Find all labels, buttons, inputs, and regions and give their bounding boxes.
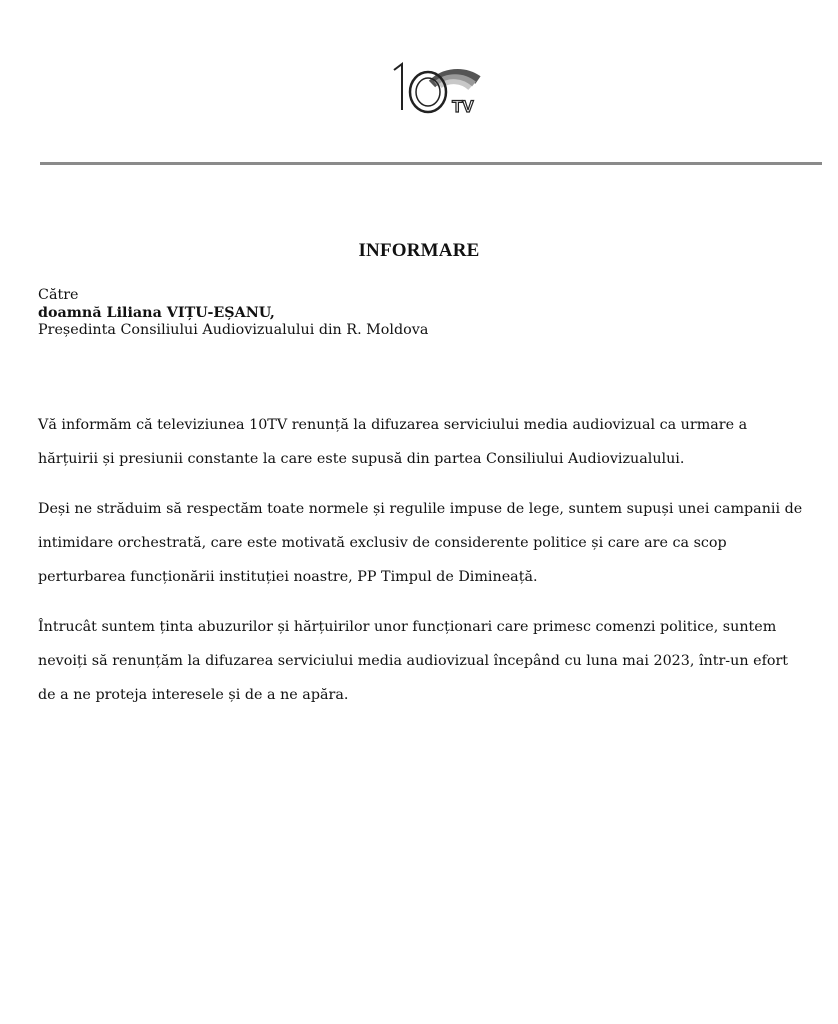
paragraph <box>38 408 828 476</box>
paragraph-line: hărțuirii și presiunii constante la care este supusă din partea Consiliului Audiovizualului. <box>38 451 685 467</box>
paragraph-line: Deși ne străduim să respectăm toate normele și regulile impuse de lege, suntem supuși unei campanii de <box>38 501 803 517</box>
logo-text <box>388 40 389 41</box>
paragraph <box>38 492 828 594</box>
recipient-role: Președinta Consiliului Audiovizualului din R. Moldova <box>38 322 429 338</box>
recipient-to: Către <box>38 287 79 303</box>
letter-body <box>38 408 828 728</box>
logo-tv-text: TV <box>452 97 474 116</box>
paragraph-line: nevoiți să renunțăm la difuzarea serviciului media audiovizual începând cu luna mai 2023, într-un efort <box>38 653 789 669</box>
recipient-name: doamnă Liliana VIȚU-EȘANU, <box>38 304 275 321</box>
10tv-logo <box>388 40 484 118</box>
paragraph-line: intimidare orchestrată, care este motivată exclusiv de considerente politice și care are ca scop <box>38 535 727 551</box>
paragraph-line: perturbarea funcționării instituției noastre, PP Timpul de Dimineață. <box>38 569 538 585</box>
paragraph <box>38 610 828 712</box>
10tv-logo-graphic <box>388 40 484 118</box>
paragraph-line: Întrucât suntem ținta abuzurilor și hărțuirilor unor funcționari care primesc comenzi politice, suntem <box>38 619 777 635</box>
document-title: INFORMARE <box>358 240 480 261</box>
paragraph-line: de a ne proteja interesele și de a ne apăra. <box>38 687 349 703</box>
header-divider <box>40 162 822 165</box>
recipient-block <box>38 287 428 340</box>
paragraph-line: Vă informăm că televiziunea 10TV renunță la difuzarea serviciului media audiovizual ca urmare a <box>38 417 748 433</box>
